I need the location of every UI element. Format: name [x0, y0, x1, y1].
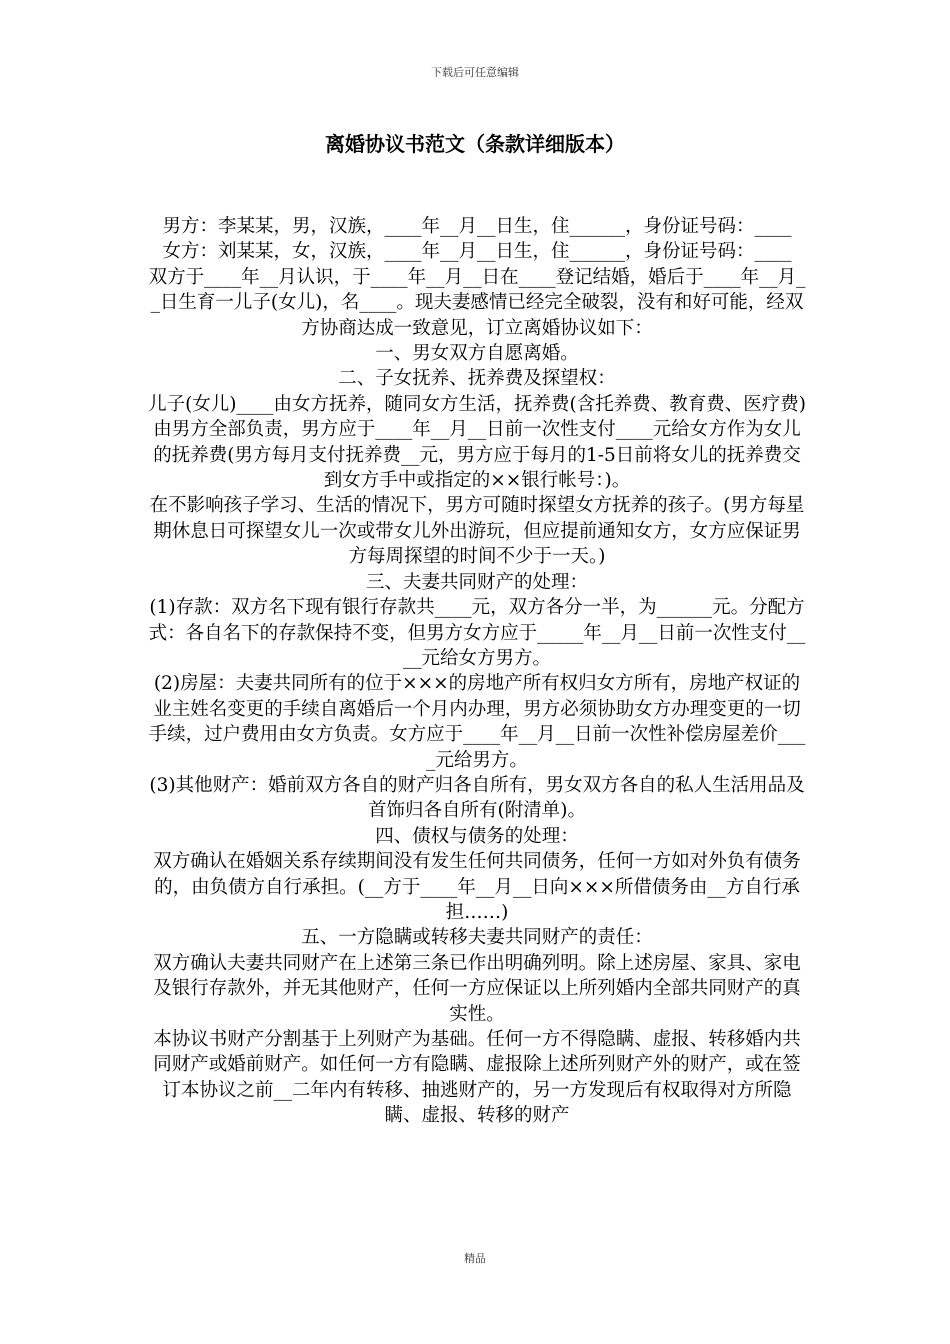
paragraph-property-confirmation: 双方确认夫妻共同财产在上述第三条已作出明确列明。除上述房屋、家具、家电及银行存款外，并无其他财产，任何一方应保证以上所列婚内全部共同财产的真实性。: [153, 952, 801, 1025]
paragraph-male-party: 男方：李某某，男，汉族，____年__月__日生，住______，身份证号码：____: [162, 216, 792, 237]
paragraph-female-party: 女方：刘某某，女，汉族，____年__月__日生，住______，身份证号码：____: [162, 241, 792, 263]
paragraph-other-property: (3)其他财产：婚前双方各自的财产归各自所有，男女双方各自的私人生活用品及首饰归各自所有(附清单)。: [149, 774, 805, 822]
paragraph-visitation: 在不影响孩子学习、生活的情况下，男方可随时探望女方抚养的孩子。(男方每星期休息日可探望女儿一次或带女儿外出游玩，但应提前通知女方，女方应保证男方每周探望的时间不少于一天。): [149, 495, 805, 568]
document-title: 离婚协议书范文（条款详细版本）: [325, 132, 625, 156]
paragraph-house: (2)房屋：夫妻共同所有的位于×××的房地产所有权归女方所有，房地产权证的业主姓名变更的手续自离婚后一个月内办理，男方必须协助女方办理变更的一切手续，过户费用由女方负责。女方应于____年__月__日前一次性补偿房屋差价____元给男方。: [148, 673, 806, 771]
section-heading-2: 二、子女抚养、抚养费及探望权：: [338, 368, 616, 390]
page-header-note: 下载后可任意编辑: [431, 66, 519, 79]
section-heading-1: 一、男女双方自愿离婚。: [375, 343, 579, 365]
section-heading-4: 四、债权与债务的处理：: [375, 825, 579, 847]
paragraph-marriage-background: 双方于____年__月认识，于____年__月__日在____登记结婚，婚后于____年__月__日生育一儿子(女儿)，名____。现夫妻感情已经完全破裂，没有和好可能，经双方协商达成一致意见，订立离婚协议如下：: [148, 266, 806, 339]
page-footer-note: 精品: [464, 1252, 486, 1265]
paragraph-deposits: (1)存款：双方名下现有银行存款共____元，双方各分一半，为______元。分配方式：各自名下的存款保持不变，但男方女方应于_____年__月__日前一次性支付____元给女方男方。: [148, 597, 806, 669]
document-body: [147, 214, 807, 1129]
paragraph-debts: 双方确认在婚姻关系存续期间没有发生任何共同债务，任何一方如对外负有债务的，由负债方自行承担。(__方于____年__月__日向×××所借债务由__方自行承担……): [153, 851, 801, 923]
paragraph-hidden-property: 本协议书财产分割基于上列财产为基础。任何一方不得隐瞒、虚报、转移婚内共同财产或婚前财产。如任何一方有隐瞒、虚报除上述所列财产外的财产，或在签订本协议之前__二年内有转移、抽逃财产的，另一方发现后有权取得对方所隐瞒、虚报、转移的财产: [153, 1029, 801, 1127]
section-heading-3: 三、夫妻共同财产的处理：: [365, 571, 588, 593]
paragraph-child-support: 儿子(女儿)____由女方抚养，随同女方生活，抚养费(含托养费、教育费、医疗费)由男方全部负责，男方应于____年__月__日前一次性支付____元给女方作为女儿的抚养费(男方每月支付抚养费__元，男方应于每月的1-5日前将女儿的抚养费交到女方手中或指定的××银行帐号：)。: [148, 393, 806, 492]
section-heading-5: 五、一方隐瞒或转移夫妻共同财产的责任：: [301, 927, 653, 949]
